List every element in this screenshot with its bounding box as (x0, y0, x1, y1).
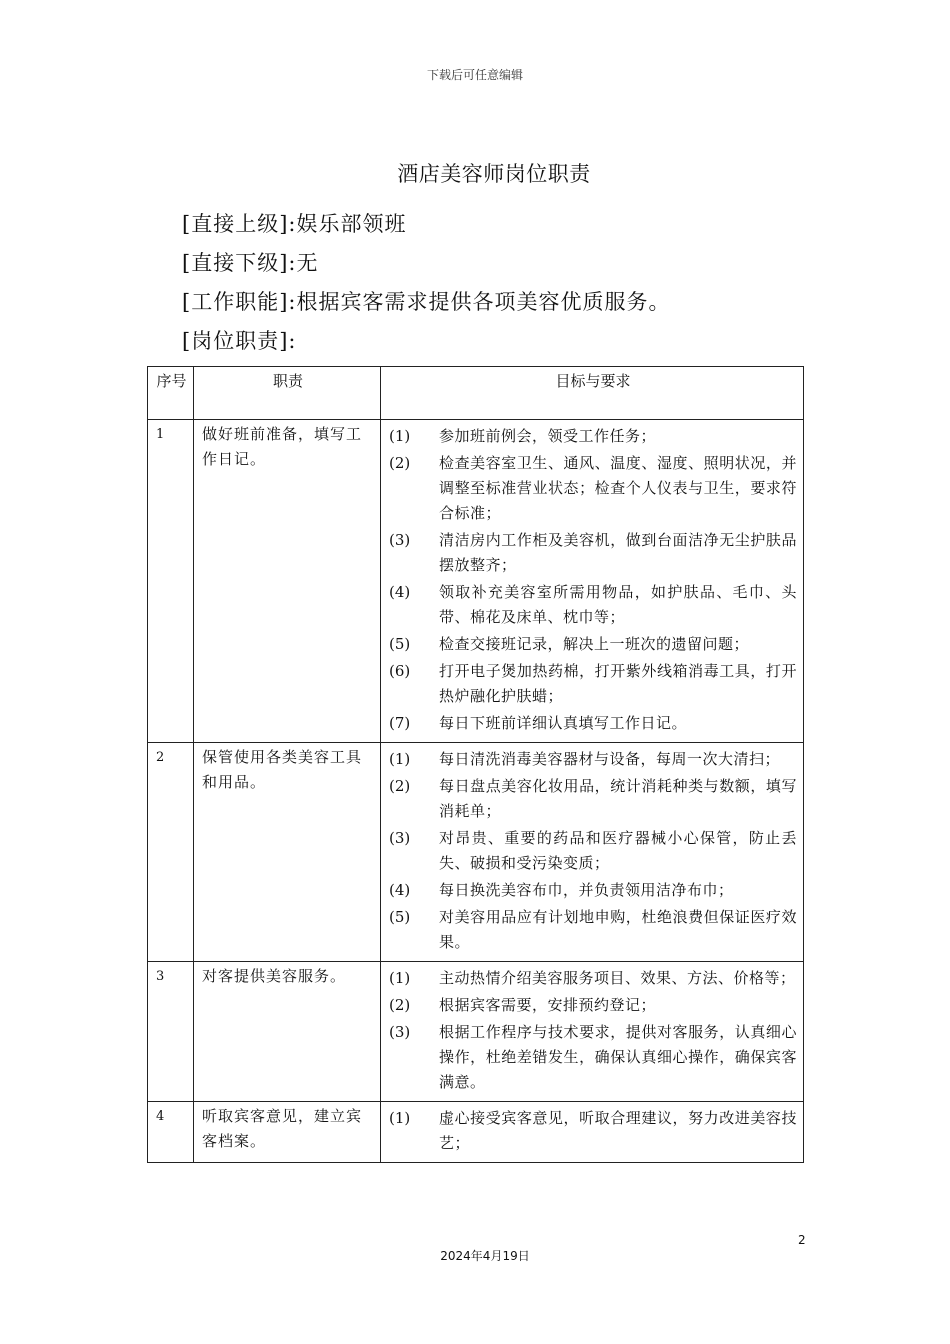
table-header-row (148, 367, 804, 420)
duty-table (147, 366, 804, 1163)
row-number: 1 (148, 420, 194, 743)
requirement-item (389, 826, 797, 876)
duty-description: 做好班前准备，填写工作日记。 (194, 420, 381, 743)
requirement-number: (1) (389, 750, 411, 768)
requirement-number: (3) (389, 1023, 411, 1041)
requirement-number: (1) (389, 969, 411, 987)
requirement-text: 每日清洗消毒美容器材与设备，每周一次大清扫； (439, 750, 781, 768)
requirement-item (389, 580, 797, 630)
requirement-text: 每日下班前详细认真填写工作日记。 (439, 714, 688, 732)
requirement-number: (4) (389, 583, 411, 601)
requirements-cell (381, 1102, 804, 1163)
requirement-text: 参加班前例会，领受工作任务； (439, 427, 657, 445)
requirement-text: 打开电子煲加热药棉，打开紫外线箱消毒工具，打开热炉融化护肤蜡； (439, 662, 797, 705)
requirement-item (389, 1106, 797, 1156)
header-goal: 目标与要求 (381, 367, 804, 420)
meta-responsibilities: [岗位职责]: (182, 329, 297, 353)
requirement-number: (4) (389, 881, 411, 899)
requirement-item (389, 451, 797, 526)
footer-date: 2024年4月19日 (440, 1249, 530, 1263)
requirement-text: 对昂贵、重要的药品和医疗器械小心保管，防止丢失、破损和受污染变质； (439, 829, 797, 872)
requirement-text: 主动热情介绍美容服务项目、效果、方法、价格等； (439, 969, 796, 987)
requirement-text: 虚心接受宾客意见，听取合理建议，努力改进美容技艺； (439, 1109, 797, 1152)
table-row (148, 1102, 804, 1163)
requirement-text: 每日换洗美容布巾，并负责领用洁净布巾； (439, 881, 734, 899)
requirements-cell (381, 962, 804, 1102)
requirement-item (389, 905, 797, 955)
requirement-number: (6) (389, 662, 411, 680)
requirement-item (389, 747, 797, 772)
requirement-number: (5) (389, 908, 411, 926)
requirement-item (389, 878, 797, 903)
requirement-number: (7) (389, 714, 411, 732)
page-header: 下载后可任意编辑 (426, 68, 523, 82)
meta-subordinate: [直接下级]:无 (182, 251, 319, 275)
requirement-text: 根据宾客需要，安排预约登记； (439, 996, 657, 1014)
requirement-number: (3) (389, 829, 411, 847)
requirement-number: (2) (389, 777, 411, 795)
row-number: 3 (148, 962, 194, 1102)
document-title: 酒店美容师岗位职责 (397, 162, 591, 186)
requirements-cell (381, 420, 804, 743)
header-no: 序号 (148, 367, 194, 420)
page-number: 2 (798, 1233, 806, 1247)
requirement-item (389, 993, 797, 1018)
header-duty: 职责 (194, 367, 381, 420)
requirement-text: 对美容用品应有计划地申购，杜绝浪费但保证医疗效果。 (439, 908, 797, 951)
requirement-number: (2) (389, 996, 411, 1014)
requirement-text: 每日盘点美容化妆用品，统计消耗种类与数额，填写消耗单； (439, 777, 797, 820)
requirement-item (389, 424, 797, 449)
requirement-item (389, 774, 797, 824)
duty-description: 对客提供美容服务。 (194, 962, 381, 1102)
duty-description: 听取宾客意见，建立宾客档案。 (194, 1102, 381, 1163)
table-row (148, 420, 804, 743)
requirement-text: 检查美容室卫生、通风、温度、湿度、照明状况，并调整至标准营业状态；检查个人仪表与卫生，要求符合标准； (439, 454, 797, 522)
row-number: 2 (148, 743, 194, 962)
requirement-item (389, 711, 797, 736)
requirement-item (389, 632, 797, 657)
requirement-text: 根据工作程序与技术要求，提供对客服务，认真细心操作，杜绝差错发生，确保认真细心操作，确保宾客满意。 (439, 1023, 797, 1091)
table-row (148, 962, 804, 1102)
requirement-number: (3) (389, 531, 411, 549)
requirement-number: (1) (389, 1109, 411, 1127)
requirement-item (389, 966, 797, 991)
requirement-number: (5) (389, 635, 411, 653)
requirement-text: 清洁房内工作柜及美容机，做到台面洁净无尘护肤品摆放整齐； (439, 531, 797, 574)
requirement-text: 检查交接班记录，解决上一班次的遗留问题； (439, 635, 750, 653)
requirement-item (389, 1020, 797, 1095)
meta-superior: [直接上级]:娱乐部领班 (182, 212, 407, 236)
duty-description: 保管使用各类美容工具和用品。 (194, 743, 381, 962)
meta-function: [工作职能]:根据宾客需求提供各项美容优质服务。 (182, 290, 671, 314)
row-number: 4 (148, 1102, 194, 1163)
table-row (148, 743, 804, 962)
requirement-number: (2) (389, 454, 411, 472)
requirements-cell (381, 743, 804, 962)
requirement-number: (1) (389, 427, 411, 445)
requirement-text: 领取补充美容室所需用物品，如护肤品、毛巾、头带、棉花及床单、枕巾等； (439, 583, 797, 626)
table-body (148, 420, 804, 1163)
requirement-item (389, 528, 797, 578)
requirement-item (389, 659, 797, 709)
